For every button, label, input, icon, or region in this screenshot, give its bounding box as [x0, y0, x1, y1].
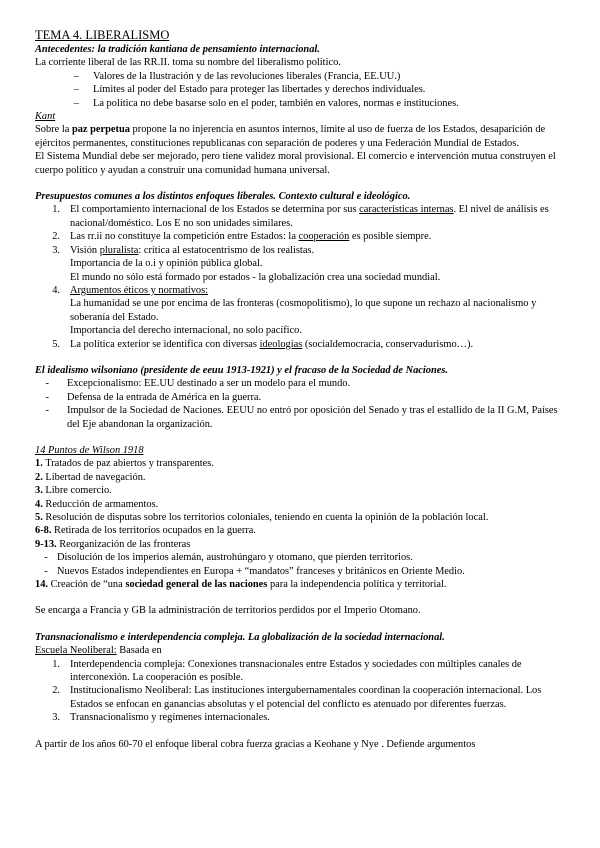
presupuestos-heading: Presupuestos comunes a los distintos enfoques liberales. Contexto cultural e ideológico. [35, 191, 411, 203]
list-item: 6-8. Retirada de los territorios ocupados en la guerra. [35, 525, 257, 537]
puntos-heading: 14 Puntos de Wilson 1918 [35, 444, 144, 456]
list-subline: Importancia del derecho internacional, no solo pacífico. [70, 325, 302, 337]
list-item: 2. Las rr.ii no constituye la competición entre Estados: la cooperación es posible siempre. [52, 231, 432, 243]
list-item: 2. Libertad de navegación. [35, 471, 146, 483]
escuela-line: Escuela Neoliberal: Basada en [35, 645, 162, 657]
antecedentes-heading: Antecedentes: la tradición kantiana de pensamiento internacional. [35, 44, 320, 55]
list-subline: El mundo no sólo está formado por estados - la globalización crea una sociedad mundial. [70, 271, 441, 283]
list-item: 9-13. Reorganización de las fronteras [35, 538, 191, 550]
list-subline: La humanidad se une por encima de las fronteras (cosmopolitismo), lo que supone un rechazo al nacionalismo y soberanía del Estado. [70, 298, 537, 323]
document-page [35, 28, 567, 751]
trans-heading: Transnacionalismo e interdependencia compleja. La globalización de la sociedad internacional. [35, 631, 445, 643]
list-item: 3. Transnacionalismo y regímenes internacionales. [52, 712, 270, 724]
list-item: 2. Institucionalismo Neoliberal: Las instituciones intergubernamentales coordinan la cooperación internacional. Los Estados se enfocan en ganancias absolutas y el potencial del conflicto es atenuado por diferentes fuerzas. [52, 685, 542, 710]
antecedentes-intro: La corriente liberal de las RR.II. toma su nombre del liberalismo político. [35, 57, 341, 69]
list-item: – Límites al poder del Estado para proteger las libertades y derechos individuales. [73, 84, 426, 96]
list-item: - Impulsor de la Sociedad de Naciones. EEUU no entró por oposición del Senado y tras el estallido de la II G.M, Países del Eje abandonan la organización. [45, 405, 558, 430]
list-item: 3. Libre comercio. [35, 485, 112, 497]
list-subline: - Disolución de los imperios alemán, austrohúngaro y otomano, que pierden territorios. [44, 552, 413, 564]
list-item: 4. Argumentos éticos y normativos: [52, 284, 209, 296]
document-title: TEMA 4. LIBERALISMO [35, 28, 170, 42]
list-item: 1. Tratados de paz abiertos y transparentes. [35, 458, 214, 470]
kant-paragraph-1: Sobre la paz perpetua propone la no injerencia en asuntos internos, límite al uso de fuerza de los Estados, desaparición de ejércitos permanentes, constituciones republicanas con separación de poderes y una Federación Mundial de Estados. [35, 124, 546, 149]
kant-heading: Kant [35, 111, 56, 123]
wilson-heading: El idealismo wilsoniano (presidente de eeuu 1913-1921) y el fracaso de la Sociedad de Naciones. [35, 364, 448, 376]
kant-paragraph-2: El Sistema Mundial debe ser mejorado, pero tiene validez moral provisional. El comercio e intervención mutua construyen el cuerpo político y ayudan a construir una comunidad humana universal. [35, 151, 556, 176]
list-subline: - Nuevos Estados independientes en Europa + “mandatos” franceses y británicos en Oriente Medio. [44, 565, 465, 577]
list-item: 1. Interdependencia compleja: Conexiones transnacionales entre Estados y sociedades con múltiples canales de interconexión. La cooperación es posible. [52, 658, 522, 684]
list-subline: Importancia de la o.i y opinión pública global. [70, 258, 263, 270]
list-item: 5. La política exterior se identifica con diversas ideologías (socialdemocracia, conservadurismo…). [52, 338, 474, 350]
list-item: - Defensa de la entrada de América en la guerra. [45, 391, 262, 403]
list-item: 5. Resolución de disputas sobre los territorios coloniales, teniendo en cuenta la opinión de la población local. [35, 512, 489, 523]
list-item: – Valores de la Ilustración y de las revoluciones liberales (Francia, EE.UU.) [73, 70, 401, 82]
list-item: – La política no debe basarse solo en el poder, también en valores, normas e instituciones. [73, 97, 459, 109]
list-item: 14. Creación de “una sociedad general de las naciones para la independencia política y territorial. [35, 579, 447, 591]
list-item: - Excepcionalismo: EE.UU destinado a ser un modelo para el mundo. [45, 378, 351, 390]
list-item: 1. El comportamiento internacional de los Estados se determina por sus características internas. El nivel de análisis es nacional/doméstico. Los E no son unidades similares. [52, 204, 549, 229]
list-item: 4. Reducción de armamentos. [35, 498, 159, 510]
final-paragraph: A partir de los años 60-70 el enfoque liberal cobra fuerza gracias a Keohane y Nye . Defiende argumentos [35, 738, 476, 750]
encarga-paragraph: Se encarga a Francia y GB la administración de territorios perdidos por el Imperio Otomano. [35, 605, 421, 617]
list-item: 3. Visión pluralista: crítica al estatocentrismo de los realistas. [52, 244, 315, 256]
